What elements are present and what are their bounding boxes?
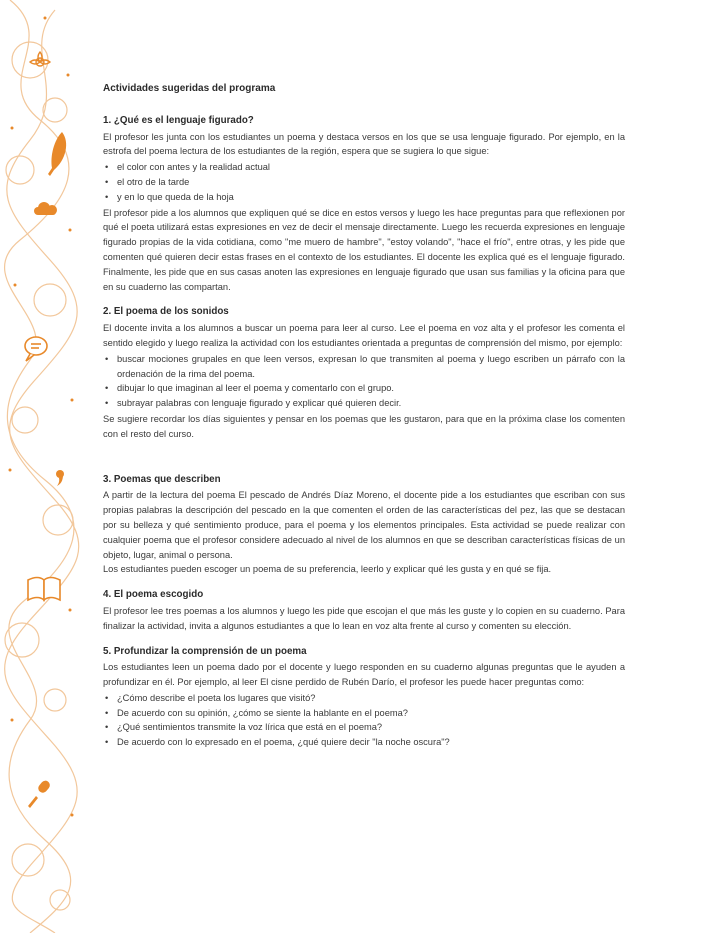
section-title: 2. El poema de los sonidos xyxy=(103,306,229,318)
section-chosen-poem xyxy=(103,588,625,633)
section-title: 1. ¿Qué es el lenguaje figurado? xyxy=(103,114,254,126)
list-item: • De acuerdo con lo expresado en el poema, ¿qué quiere decir "la noche oscura"? xyxy=(117,735,625,750)
paragraph: Los estudiantes pueden escoger un poema de su preferencia, leerlo y explicar qué les gusta y en qué se fija. xyxy=(103,564,552,575)
list-item: • subrayar palabras con lenguaje figurado y explicar qué quieren decir. xyxy=(117,396,625,411)
section-descriptive-poems xyxy=(103,473,625,578)
list-item: • y en lo que queda de la hoja xyxy=(117,190,625,205)
section-title: 3. Poemas que describen xyxy=(103,473,221,485)
document-body xyxy=(103,82,625,761)
section-poem-of-sounds xyxy=(103,305,625,441)
list-item: • buscar mociones grupales en que leen versos, expresan lo que transmiten al poema y luego escriben un párrafo con la ordenación de la rima del poema. xyxy=(117,352,625,382)
bullet-list xyxy=(103,352,625,411)
paragraph: El profesor lee tres poemas a los alumnos y luego les pide que escojan el que más les guste y lo copien en su cuaderno. Para finalizar la actividad, invita a algunos estudiantes a que lo lean en voz alta frente al curso y comenten su elección. xyxy=(103,605,625,631)
margin-decoration xyxy=(0,0,88,933)
list-item: • dibujar lo que imaginan al leer el poema y comentarlo con el grupo. xyxy=(117,381,625,396)
paragraph: El profesor les junta con los estudiantes un poema y destaca versos en los que se usa lenguaje figurado. Por ejemplo, en la estrofa del poema lectura de los estudiantes de la región, espera que se sugiera lo que sigue: xyxy=(103,131,625,157)
open-book-icon xyxy=(28,578,60,601)
section-title: 4. El poema escogido xyxy=(103,589,204,601)
section-figurative-language xyxy=(103,114,625,295)
section-spacer xyxy=(103,453,625,473)
section-title: 5. Profundizar la comprensión de un poema xyxy=(103,645,307,657)
list-item: • el otro de la tarde xyxy=(117,175,625,190)
bullet-list xyxy=(103,160,625,204)
comma-icon xyxy=(56,470,64,486)
list-item: • el color con antes y la realidad actual xyxy=(117,160,625,175)
section-deepen-comprehension xyxy=(103,645,625,751)
list-item: • ¿Cómo describe el poeta los lugares que visitó? xyxy=(117,691,625,706)
speech-bubble-icon xyxy=(25,337,47,361)
list-item: • De acuerdo con su opinión, ¿cómo se siente la hablante en el poema? xyxy=(117,706,625,721)
cloud-icon xyxy=(34,202,57,215)
paragraph: Se sugiere recordar los días siguientes y pensar en los poemas que les gustaron, para que en la próxima clase los comenten con el resto del curso. xyxy=(103,413,625,439)
paragraph: Los estudiantes leen un poema dado por el docente y luego responden en su cuaderno algunas preguntas que le ayuden a profundizar en él. Por ejemplo, al leer El cisne perdido de Rubén Darío, el profesor les puede hacer preguntas como: xyxy=(103,662,625,688)
microphone-icon xyxy=(28,779,52,808)
paragraph: El docente invita a los alumnos a buscar un poema para leer al curso. Lee el poema en voz alta y el profesor les comenta el sentido elegido y luego realiza la actividad con los estudiantes orientada a preguntas de comprensión del mismo, por ejemplo: xyxy=(103,323,625,348)
list-item: • ¿Qué sentimientos transmite la voz lírica que está en el poema? xyxy=(117,720,625,735)
quill-pen-icon xyxy=(48,132,66,176)
page-heading: Actividades sugeridas del programa xyxy=(103,83,276,94)
bullet-list xyxy=(103,691,625,750)
paragraph: A partir de la lectura del poema El pescado de Andrés Díaz Moreno, el docente pide a los estudiantes que escriban con sus propias palabras la descripción del pescado en la que comenten el orden de las características del pez, las que se destacan por su belleza y qué sentimiento produce, para el poema y los elementos principales. Esta actividad se puede realizar con cualquier poema que el profesor considere adecuado al nivel de los alumnos en que se describan características físicas de un objeto, lugar, animal o persona. xyxy=(103,490,625,560)
paragraph: El profesor pide a los alumnos que expliquen qué se dice en estos versos y luego les hace preguntas para que reflexionen por qué el poeta utilizará estas expresiones en vez de decir el mensaje directamente. Luego les recuerda expresiones en lenguaje figurado propias de la vida cotidiana, como "me muero de hambre", "estoy volando", "hace el frío", entre otras, y les pide que comenten qué quieren decir estas frases en el contexto de los estudiantes. El docente les explica qué es el lenguaje figurado. Finalmente, les pide que en sus casas anoten las expresiones en lenguaje figurado que usan sus familias y la oficina para que en su cuaderno las compartan. xyxy=(103,207,625,292)
